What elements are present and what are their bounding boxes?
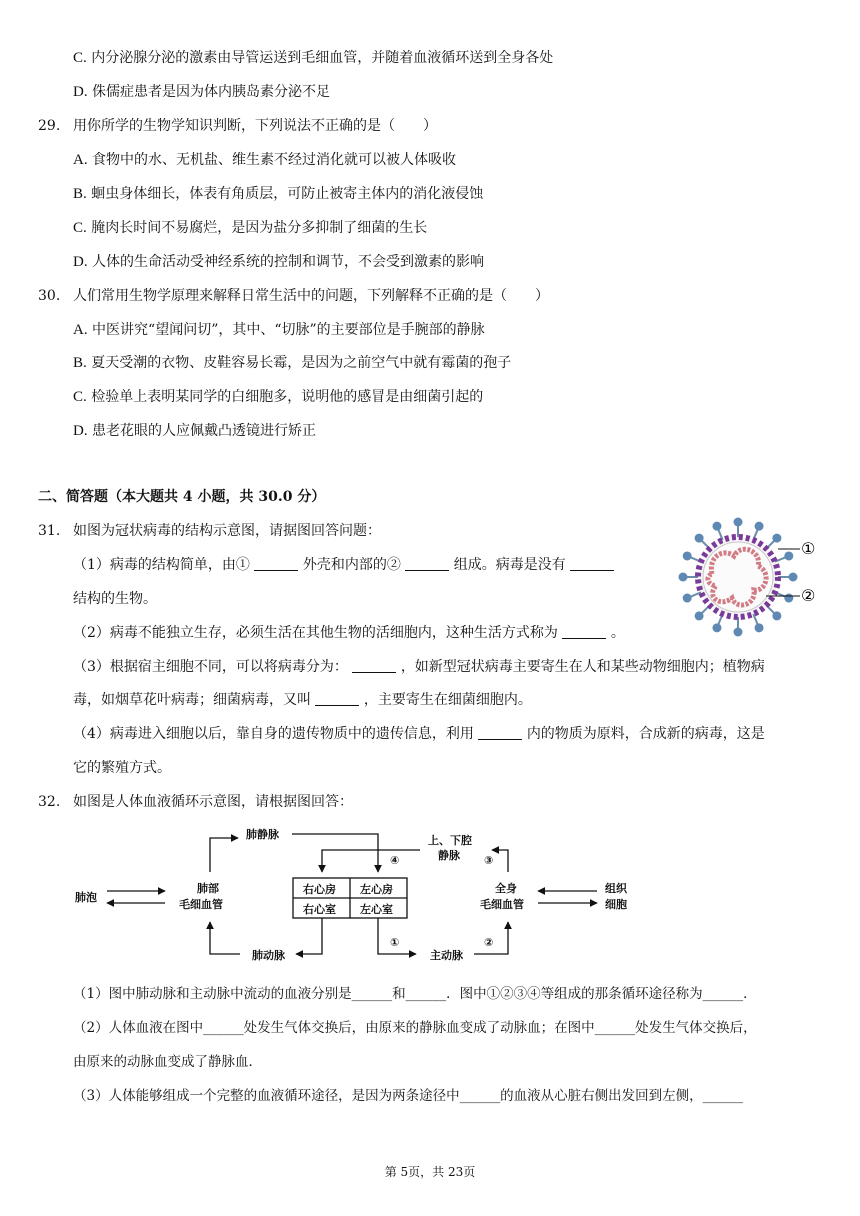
q30-number: 30. [38,288,61,304]
q28-option-c: C. 内分泌腺分泌的激素由导管运送到毛细血管，并随着血液循环送到全身各处 [73,50,554,66]
q30-option-c: C. 检验单上表明某同学的白细胞多，说明他的感冒是由细菌引起的 [73,389,484,405]
vena-cava-label-2: 静脉 [438,849,460,862]
aorta-label: 主动脉 [430,949,463,962]
left-atrium-label: 左心房 [360,883,393,896]
q31-part3-b: ，如新型冠状病毒主要寄生在人和某些动物细胞内；植物病 [400,659,765,675]
pulmonary-artery-label: 肺动脉 [252,949,285,962]
spike-head [734,518,743,527]
answer-blank[interactable] [570,556,614,571]
q32-part2: （2）人体血液在图中______处发生气体交换后，由原来的静脉血变成了动脉血；在图中______处发生气体交换后， [73,1020,757,1036]
q28-option-d: D. 侏儒症患者是因为体内胰岛素分泌不足 [73,84,331,100]
arrow-lung-cap-in [210,922,240,954]
q29-stem: 用你所学的生物学知识判断，下列说法不正确的是（ ） [73,118,437,134]
answer-blank[interactable] [405,556,449,571]
right-atrium-label: 右心房 [303,883,336,896]
spike-head [683,551,692,560]
q31-stem: 如图为冠状病毒的结构示意图，请据图回答问题： [73,523,381,539]
q31-part3-d: ，主要寄生在细菌细胞内。 [363,692,532,708]
page-footer: 第 5页，共 23页 [384,1165,476,1179]
q30-option-b-text: 夏天受潮的衣物、皮鞋容易长霉，是因为之前空气中就有霉菌的孢子 [91,355,512,371]
q31-part3-a: （3）根据宿主细胞不同，可以将病毒分为： [73,659,348,675]
q29-option-b-text: 蛔虫身体细长，体表有角质层，可防止被寄主体内的消化液侵蚀 [91,186,484,202]
step-2-label: ② [484,936,494,949]
spike-head [755,522,764,531]
answer-blank[interactable] [352,658,396,673]
answer-blank[interactable] [254,556,298,571]
virus-membrane-inner [703,542,773,612]
q31-part4 [73,724,765,744]
q31-number: 31. [38,523,61,539]
q29-option-d: D. 人体的生命活动受神经系统的控制和调节，不会受到激素的影响 [73,254,485,270]
q30-option-a-text: 中医讲究“望闻问切”，其中、“切脉”的主要部位是手腕部的静脉 [92,322,485,338]
coronavirus-figure [650,512,830,642]
spike-head [695,534,704,543]
q31-part2-b: 。 [610,625,625,641]
q29-option-c-text: 腌肉长时间不易腐烂，是因为盐分多抑制了细菌的生长 [91,220,428,236]
q30-option-d-text: 患老花眼的人应佩戴凸透镜进行矫正 [92,423,317,439]
arrow-pulmonary-vein [292,834,378,872]
lung-capillary-label-1: 肺部 [197,882,219,895]
spike-head [784,594,793,603]
spike-head [755,623,764,632]
q30-option-d: D. 患老花眼的人应佩戴凸透镜进行矫正 [73,423,317,439]
q32-number: 32. [38,794,61,810]
q31-part3-c: 毒，如烟草花叶病毒；细菌病毒，又叫 [73,692,311,708]
q29-number: 29. [38,118,61,134]
q31-part1 [73,555,614,575]
spike-head [712,623,721,632]
spike-head [784,551,793,560]
q29-option-c: C. 腌肉长时间不易腐烂，是因为盐分多抑制了细菌的生长 [73,220,428,236]
alveoli-label: 肺泡 [75,891,97,904]
vena-cava-label-1: 上、下腔 [428,834,472,847]
q31-part1-cont: 结构的生物。 [73,591,157,607]
q32-part2-cont: 由原来的动脉血变成了静脉血． [73,1054,262,1070]
step-1-label: ① [390,936,400,949]
answer-blank[interactable] [478,725,522,740]
q29-option-d-text: 人体的生命活动受神经系统的控制和调节，不会受到激素的影响 [92,254,485,270]
spike-head [772,534,781,543]
q30-option-c-text: 检验单上表明某同学的白细胞多，说明他的感冒是由细菌引起的 [91,389,484,405]
spike-head [712,522,721,531]
spike-head [789,573,798,582]
circulation-diagram [60,822,660,972]
label-2: ② [801,586,816,605]
step-4-label: ④ [390,854,400,867]
q29-option-a-text: 食物中的水、无机盐、维生素不经过消化就可以被人体吸收 [92,152,457,168]
tissue-label-2: 细胞 [605,898,627,911]
arrow-vena-cava [322,850,420,872]
q28-option-c-text: 内分泌腺分泌的激素由导管运送到毛细血管，并随着血液循环送到全身各处 [91,50,554,66]
q32-part1: （1）图中肺动脉和主动脉中流动的血液分别是______和______．图中①②③④等组成的那条循环途径称为______． [73,986,757,1002]
q30-option-a: A. 中医讲究“望闻问切”，其中、“切脉”的主要部位是手腕部的静脉 [73,322,485,338]
q31-part2-a: （2）病毒不能独立生存，必须生活在其他生物的活细胞内，这种生活方式称为 [73,625,558,641]
spike-head [683,594,692,603]
label-1: ① [801,539,816,558]
q31-part4-b: 内的物质为原料，合成新的病毒，这是 [526,726,765,742]
q30-option-b: B. 夏天受潮的衣物、皮鞋容易长霉，是因为之前空气中就有霉菌的孢子 [73,355,512,371]
left-ventricle-label: 左心室 [360,903,393,916]
q31-part4-cont: 它的繁殖方式。 [73,760,171,776]
spike-head [772,611,781,620]
q32-stem: 如图是人体血液循环示意图，请根据图回答： [73,794,353,810]
q31-part2 [73,623,625,643]
q31-part1-b: 外壳和内部的② [302,557,401,573]
q31-part1-c: 组成。病毒是没有 [453,557,566,573]
q31-part3-cont [73,690,532,710]
q28-option-d-text: 侏儒症患者是因为体内胰岛素分泌不足 [92,84,331,100]
spike-head [734,628,743,637]
spike-head [695,611,704,620]
q31-part4-a: （4）病毒进入细胞以后，靠自身的遗传物质中的遗传信息，利用 [73,726,474,742]
tissue-label-1: 组织 [605,882,627,895]
body-capillary-label-1: 全身 [495,882,517,895]
q29-option-b: B. 蛔虫身体细长，体表有角质层，可防止被寄主体内的消化液侵蚀 [73,186,484,202]
section-heading: 二、简答题（本大题共 4 小题，共 30.0 分） [38,489,326,505]
right-ventricle-label: 右心室 [303,903,336,916]
q29-option-a: A. 食物中的水、无机盐、维生素不经过消化就可以被人体吸收 [73,152,457,168]
arrow-lung-cap-up [210,838,238,872]
arrow-body-cap-up [492,850,508,872]
arrow-pulmonary-artery [296,918,322,954]
lung-capillary-label-2: 毛细血管 [179,898,223,911]
q30-stem: 人们常用生物学原理来解释日常生活中的问题，下列解释不正确的是（ ） [73,288,549,304]
pulmonary-vein-label: 肺静脉 [246,828,279,841]
answer-blank[interactable] [562,624,606,639]
answer-blank[interactable] [315,691,359,706]
q31-part3 [73,657,765,677]
spike-head [679,573,688,582]
body-capillary-label-2: 毛细血管 [480,898,524,911]
q31-part1-a: （1）病毒的结构简单，由① [73,557,250,573]
step-3-label: ③ [484,854,494,867]
q32-part3: （3）人体能够组成一个完整的血液循环途径，是因为两条途径中______的血液从心脏右侧出发回到左侧，______ [73,1088,744,1104]
